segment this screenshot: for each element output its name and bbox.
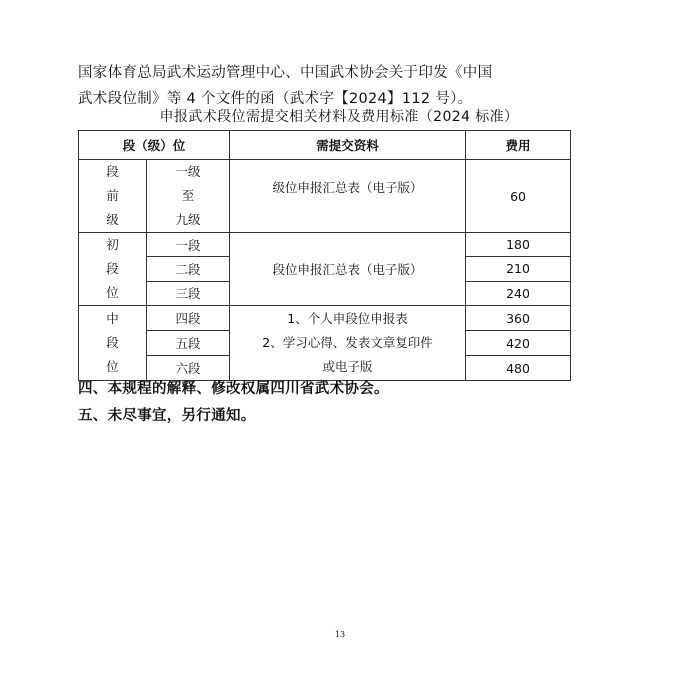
- group-name-middle-dan: 中 段 位: [79, 306, 147, 381]
- clause-four: 四、本规程的解释、修改权属四川省武术协会。: [78, 381, 389, 397]
- intro-line-2: 武术段位制》等 4 个文件的函（武术字【2024】112 号）。: [78, 91, 473, 107]
- level-cell: 一段: [147, 233, 230, 257]
- table-row: [79, 233, 571, 257]
- header-fee: 费用: [466, 131, 571, 160]
- page-number: 13: [334, 630, 346, 639]
- level-cell: 五段: [147, 331, 230, 356]
- fee-cell: 360: [466, 306, 571, 331]
- group-name-junior-dan: 初 段 位: [79, 233, 147, 306]
- fee-cell: 210: [466, 257, 571, 281]
- materials-cell: 1、个人申段位申报表 2、学习心得、发表文章复印件 或电子版: [230, 306, 466, 381]
- table-row: [79, 306, 571, 331]
- level-cell: 六段: [147, 356, 230, 381]
- level-cell: 三段: [147, 281, 230, 305]
- header-level: 段（级）位: [79, 131, 230, 160]
- clause-five: 五、未尽事宜，另行通知。: [78, 408, 256, 424]
- intro-paragraph: [78, 60, 618, 112]
- level-cell: 二段: [147, 257, 230, 281]
- fee-cell: 420: [466, 331, 571, 356]
- level-cell: 四段: [147, 306, 230, 331]
- fee-cell: 240: [466, 281, 571, 305]
- fee-cell: 60: [466, 160, 571, 233]
- table-title: 申报武术段位需提交相关材料及费用标准（2024 标准）: [159, 109, 519, 125]
- fee-cell: 180: [466, 233, 571, 257]
- materials-cell: 段位申报汇总表（电子版）: [230, 233, 466, 306]
- fee-cell: 480: [466, 356, 571, 381]
- materials-cell: 级位申报汇总表（电子版）: [230, 160, 466, 233]
- table-header-row: [79, 131, 571, 160]
- header-materials: 需提交资料: [230, 131, 466, 160]
- intro-line-1: 国家体育总局武术运动管理中心、中国武术协会关于印发《中国: [78, 65, 493, 81]
- level-cell: 一级 至 九级: [147, 160, 230, 233]
- fee-table: [78, 130, 571, 381]
- group-name-pre-dan: 段 前 级: [79, 160, 147, 233]
- table-row: [79, 160, 571, 233]
